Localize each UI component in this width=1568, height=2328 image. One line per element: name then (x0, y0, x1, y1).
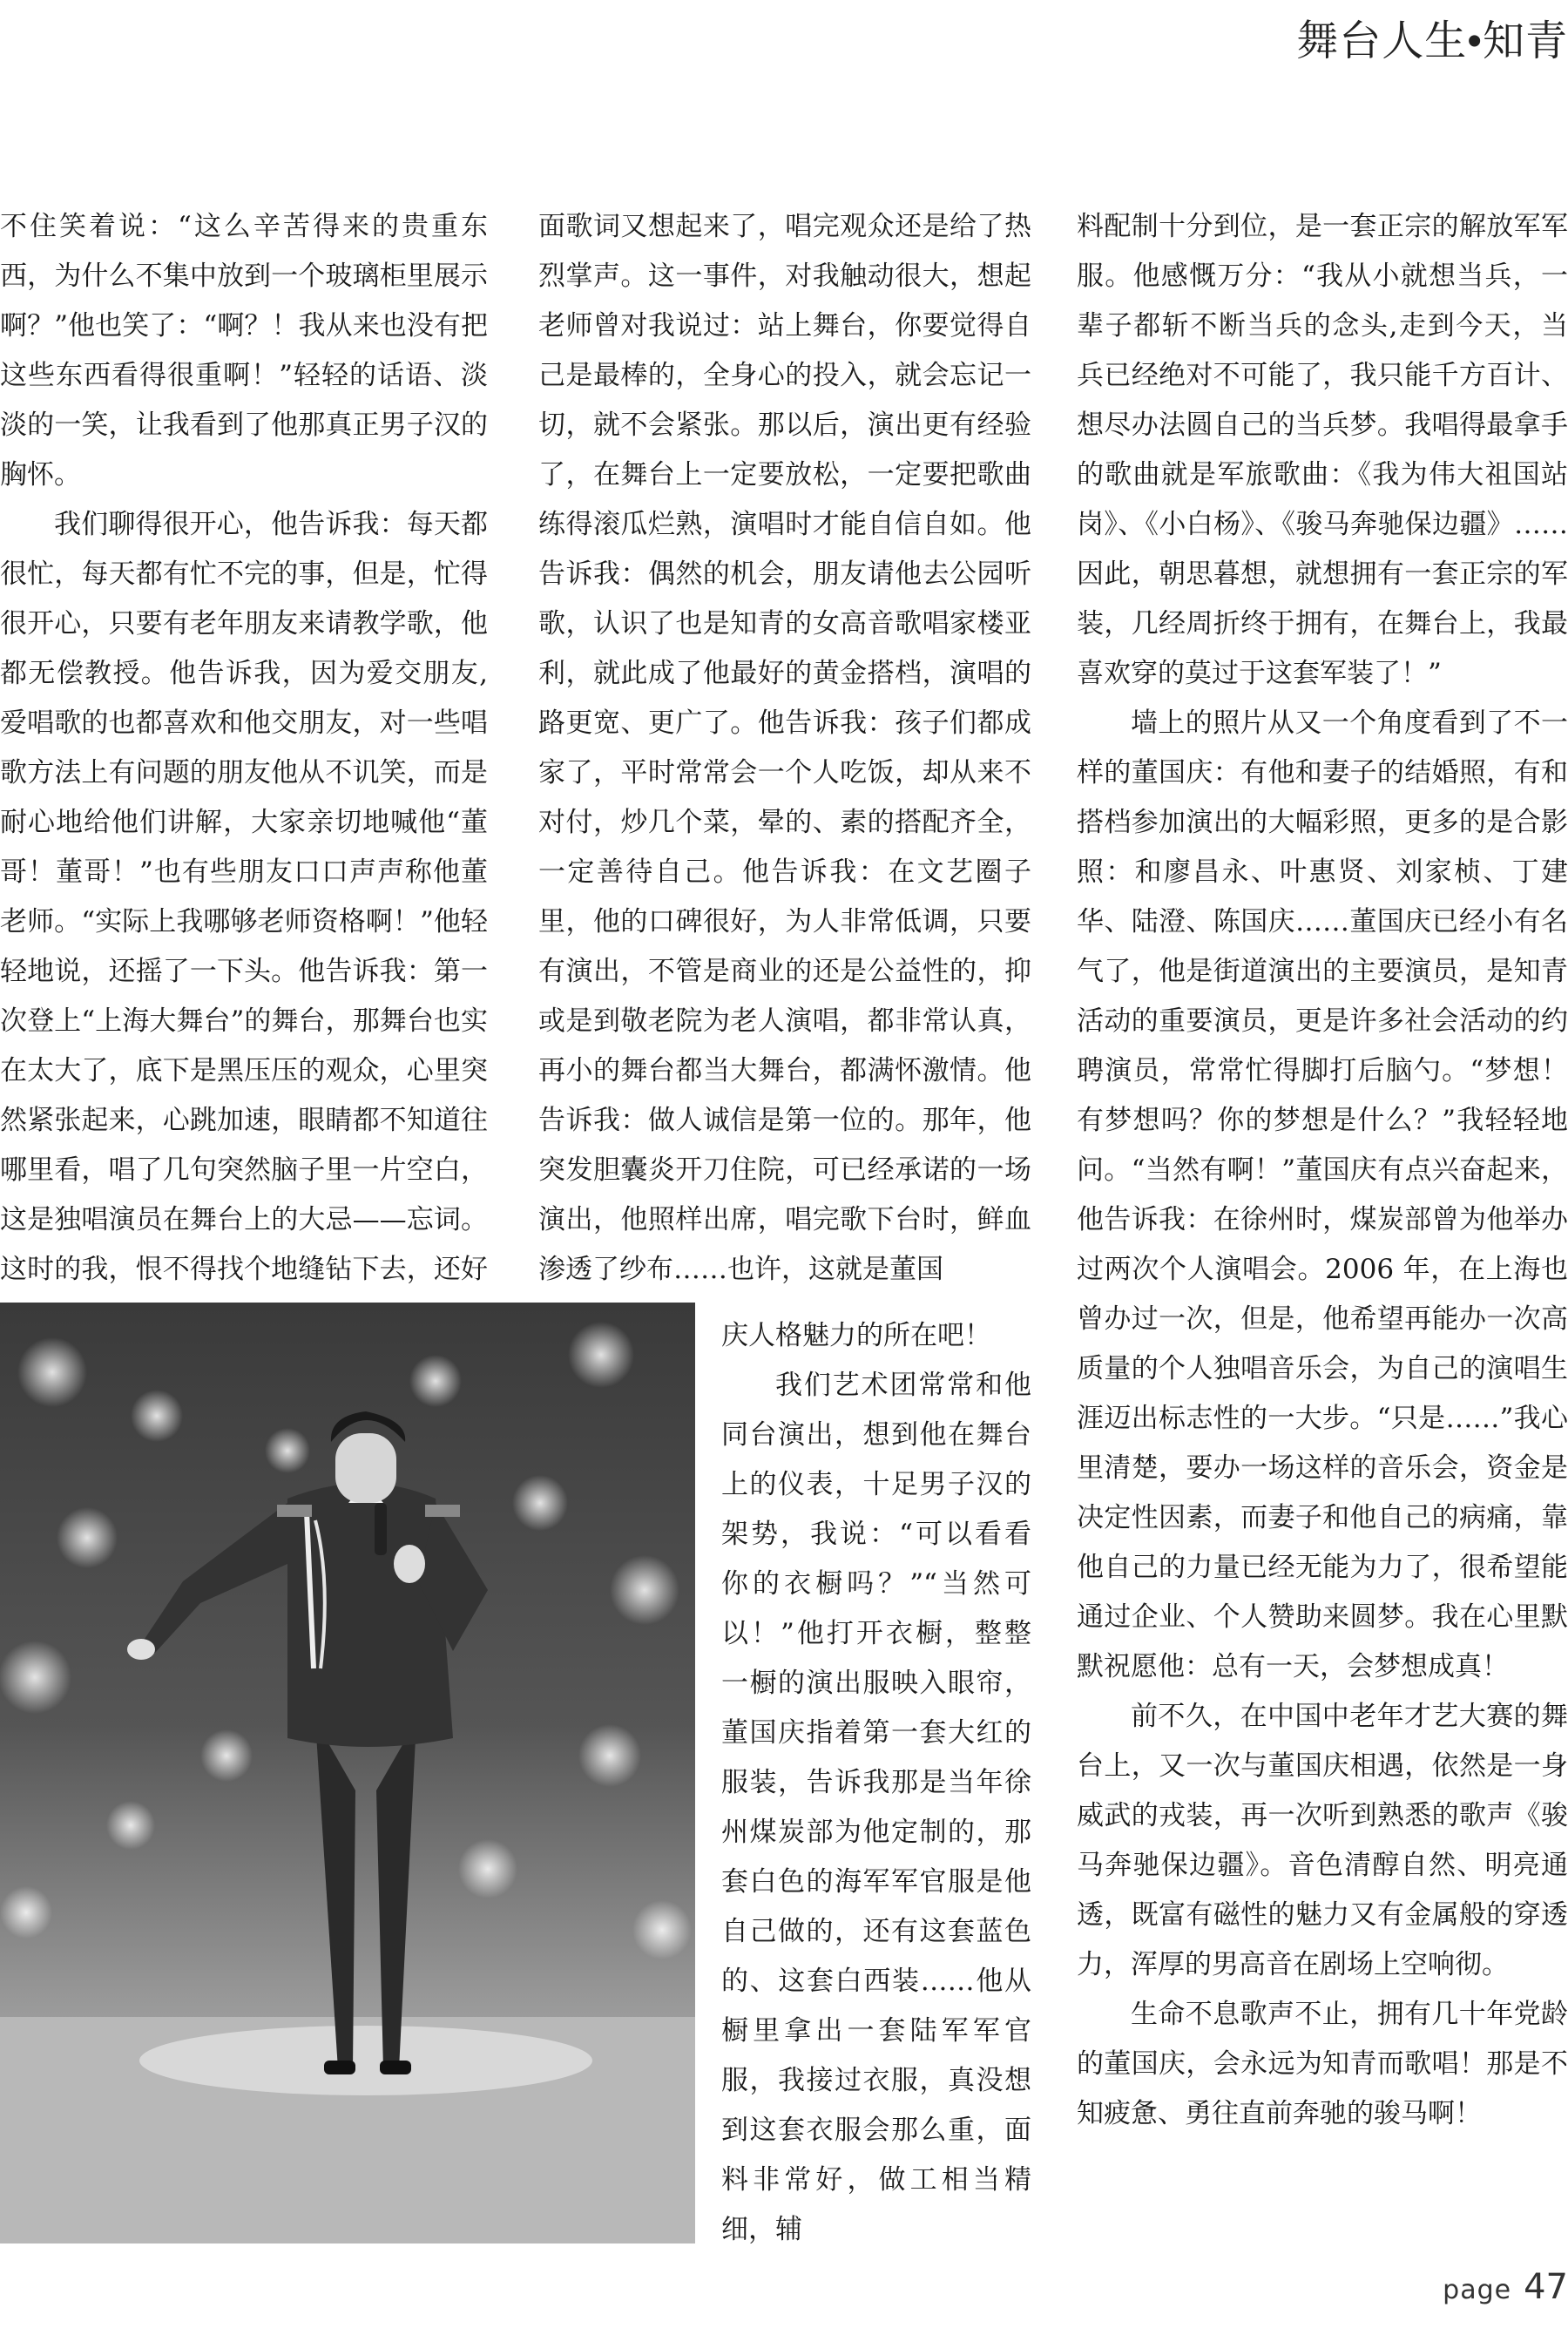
paragraph: 我们艺术团常常和他同台演出，想到他在舞台上的仪表，十足男子汉的架势，我说：“可以看看你的衣橱吗？”“当然可以！”他打开衣橱，整整一橱的演出服映入眼帘，董国庆指着第一套大红的服装，告诉我那是当年徐州煤炭部为他定制的，那套白色的海军军官服是他自己做的，还有这套蓝色的、这套白西装……他从橱里拿出一套陆军军官服，我接过衣服，真没想到这套衣服会那么重，面料非常好，做工相当精细，辅 (721, 1370, 1031, 2245)
paragraph: 料配制十分到位，是一套正宗的解放军军服。他感慨万分：“我从小就想当兵，一辈子都斩不断当兵的念头,走到今天，当兵已经绝对不可能了，我只能千方百计、想尽办法圆自己的当兵梦。我唱得最拿手的歌曲就是军旅歌曲：《我为伟大祖国站岗》、《小白杨》、《骏马奔驰保边疆》……因此，朝思暮想，就想拥有一套正宗的军装，几经周折终于拥有，在舞台上，我最喜欢穿的莫过于这套军装了！” (1077, 211, 1568, 689)
singer-photo (0, 1303, 695, 2243)
paragraph: 前不久，在中国中老年才艺大赛的舞台上，又一次与董国庆相遇，依然是一身威武的戎装，再一次听到熟悉的歌声《骏马奔驰保边疆》。音色清醇自然、明亮通透，既富有磁性的魅力又有金属般的穿透力，浑厚的男高音在剧场上空响彻。 (1077, 1701, 1568, 1980)
paragraph: 我们聊得很开心，他告诉我：每天都很忙，每天都有忙不完的事，但是，忙得很开心，只要有老年朋友来请教学歌，他都无偿教授。他告诉我，因为爱交朋友,爱唱歌的也都喜欢和他交朋友，对一些唱歌方法上有问题的朋友他从不讥笑，而是耐心地给他们讲解，大家亲切地喊他“董哥！董哥！”也有些朋友口口声声称他董老师。“实际上我哪够老师资格啊！”他轻轻地说，还摇了一下头。他告诉我：第一次登上“上海大舞台”的舞台，那舞台也实在太大了，底下是黑压压的观众，心里突然紧张起来，心跳加速，眼睛都不知道往哪里看，唱了几句突然脑子里一片空白，这是独唱演员在舞台上的大忌——忘词。这时的我，恨不得找个地缝钻下去，还好 (0, 509, 488, 1285)
page-number: 47 (1524, 2267, 1568, 2307)
paragraph: 不住笑着说：“这么辛苦得来的贵重东西，为什么不集中放到一个玻璃柜里展示啊？”他也笑了：“啊？！我从来也没有把这些东西看得很重啊！”轻轻的话语、淡淡的一笑，让我看到了他那真正男子汉的胸怀。 (0, 211, 488, 491)
paragraph: 生命不息歌声不止，拥有几十年党龄的董国庆，会永远为知青而歌唱！那是不知疲惫、勇往直前奔驰的骏马啊！ (1077, 1999, 1568, 2129)
paragraph: 面歌词又想起来了，唱完观众还是给了热烈掌声。这一事件，对我触动很大，想起老师曾对我说过：站上舞台，你要觉得自己是最棒的，全身心的投入，就会忘记一切，就不会紧张。那以后，演出更有经验了，在舞台上一定要放松，一定要把歌曲练得滚瓜烂熟，演唱时才能自信自如。他告诉我：偶然的机会，朋友请他去公园听歌，认识了也是知青的女高音歌唱家楼亚利，就此成了他最好的黄金搭档，演唱的路更宽、更广了。他告诉我：孩子们都成家了，平时常常会一个人吃饭，却从来不对付，炒几个菜，晕的、素的搭配齐全，一定善待自己。他告诉我：在文艺圈子里，他的口碑很好，为人非常低调，只要有演出，不管是商业的还是公益性的，抑或是到敬老院为老人演唱，都非常认真，再小的舞台都当大舞台，都满怀激情。他告诉我：做人诚信是第一位的。那年，他突发胆囊炎开刀住院，可已经承诺的一场演出，他照样出席，唱完歌下台时，鲜血渗透了纱布……也许，这就是董国 (538, 211, 1031, 1285)
text-column-2 (538, 202, 1031, 1295)
section-header: 舞台人生•知青 (1296, 17, 1568, 65)
text-column-3 (721, 1311, 1031, 2255)
page-label: page (1443, 2275, 1512, 2305)
paragraph: 庆人格魅力的所在吧！ (721, 1320, 991, 1351)
paragraph: 墙上的照片从又一个角度看到了不一样的董国庆：有他和妻子的结婚照，有和搭档参加演出的大幅彩照，更多的是合影照：和廖昌永、叶惠贤、刘家桢、丁建华、陆澄、陈国庆……董国庆已经小有名气了，他是街道演出的主要演员，是知青活动的重要演员，更是许多社会活动的约聘演员，常常忙得脚打后脑勺。“梦想！有梦想吗？你的梦想是什么？”我轻轻地问。“当然有啊！”董国庆有点兴奋起来，他告诉我：在徐州时，煤炭部曾为他举办过两次个人演唱会。2006 年，在上海也曾办过一次，但是，他希望再能办一次高质量的个人独唱音乐会，为自己的演唱生涯迈出标志性的一大步。“只是……”我心里清楚，要办一场这样的音乐会，资金是决定性因素，而妻子和他自己的病痛，靠他自己的力量已经无能为力了，很希望能通过企业、个人赞助来圆梦。我在心里默默祝愿他：总有一天，会梦想成真！ (1077, 707, 1568, 1682)
text-column-4 (1077, 202, 1568, 2139)
text-column-1 (0, 202, 488, 1344)
page-footer (1443, 2267, 1568, 2307)
